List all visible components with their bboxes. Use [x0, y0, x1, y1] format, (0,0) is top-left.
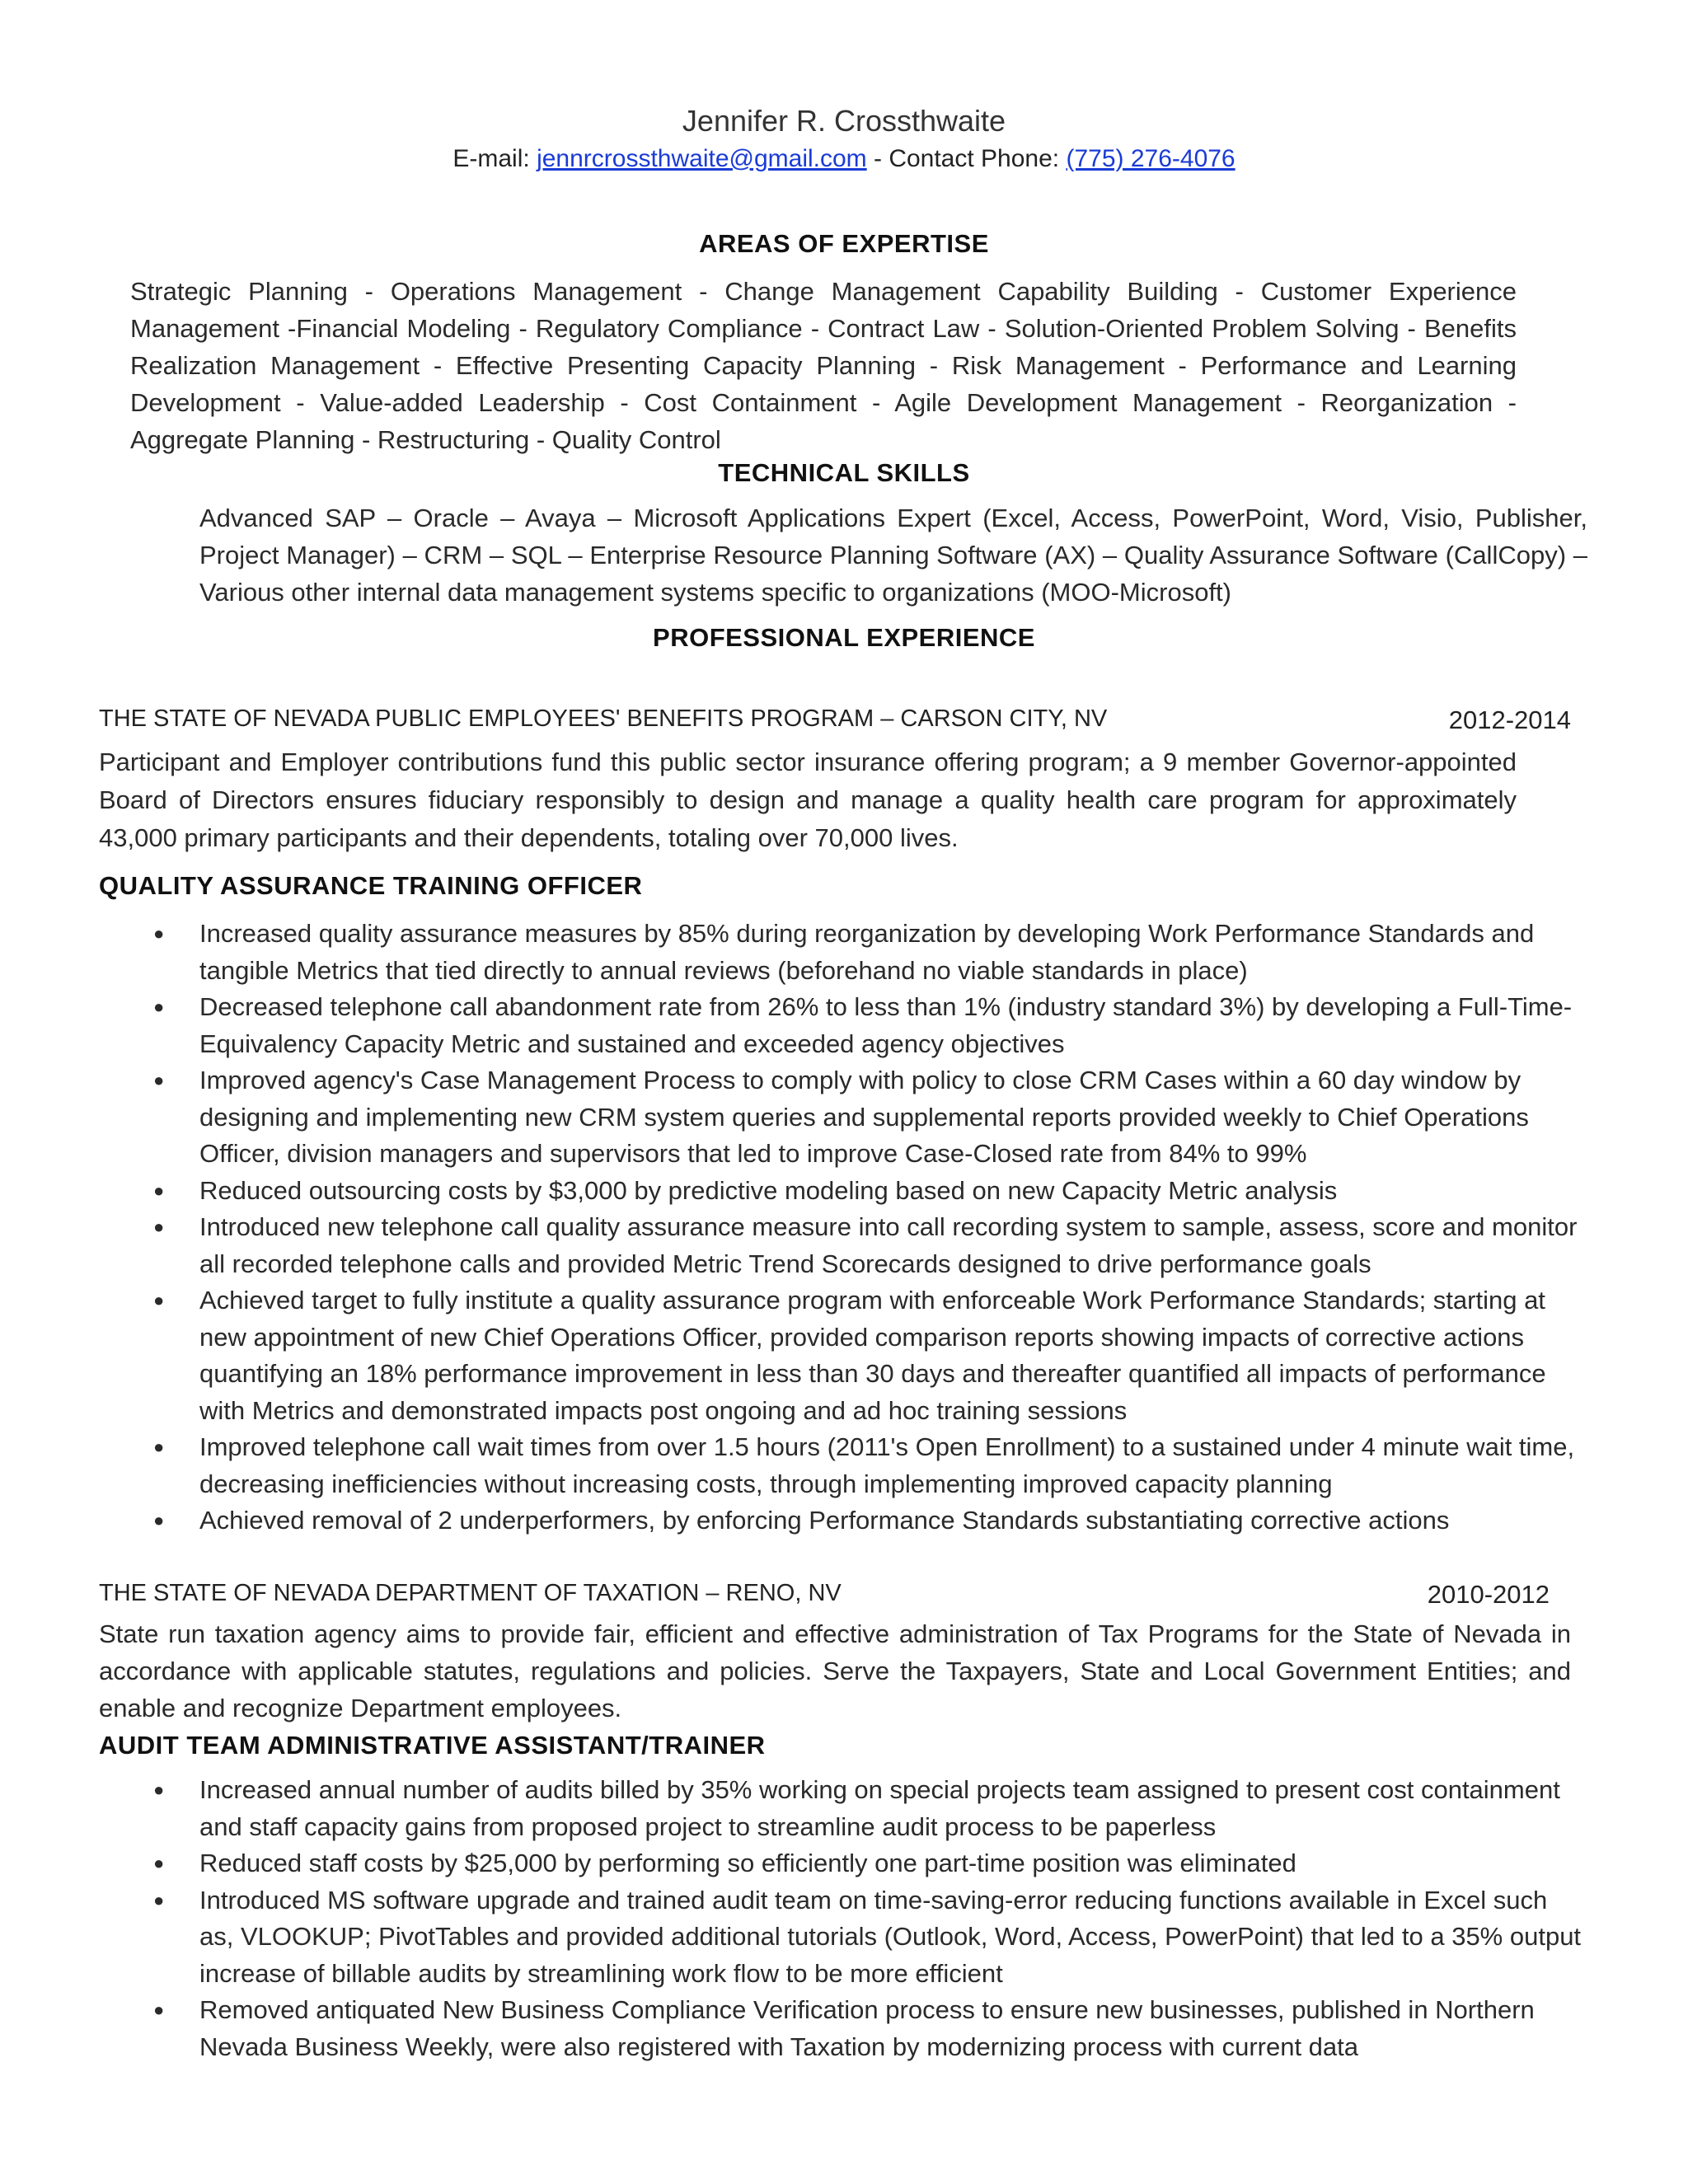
phone-label: - Contact Phone: — [866, 145, 1067, 172]
candidate-name: Jennifer R. Crossthwaite — [682, 104, 1006, 138]
technical-skills-text: Advanced SAP – Oracle – Avaya – Microsoft Applications Expert (Excel, Access, PowerPoint, Word, Visio, Publisher, Project Manager) – CRM – SQL – Enterprise Resource Planning Software (AX) – Quality Assurance Software (CallCopy) – Various other internal data management systems specific to organizations (MOO-Microsoft) — [199, 504, 1587, 607]
job-header-peb — [99, 705, 1571, 735]
bullet-dot-icon: ● — [153, 1290, 165, 1310]
job-organization: THE STATE OF NEVADA DEPARTMENT OF TAXATION – RENO, NV — [99, 1580, 842, 1606]
list-item: ● Reduced outsourcing costs by $3,000 by predictive modeling based on new Capacity Metric analysis — [99, 1173, 1582, 1210]
job-description: State run taxation agency aims to provide fair, efficient and effective administration of Tax Programs for the State of Nevada in accordance with applicable statutes, regulations and policies. Serve the Taxpayers, State and Local Government Entities; and enable and recognize Department employees. — [99, 1619, 1571, 1722]
list-item: ● Decreased telephone call abandonment rate from 26% to less than 1% (industry standard 3%) by developing a Full-Time-Equivalency Capacity Metric and sustained and exceeded agency objectives — [99, 989, 1582, 1062]
bullet-dot-icon: ● — [153, 1070, 165, 1090]
contact-line — [0, 145, 1688, 173]
job-achievements-list — [99, 1772, 1582, 2065]
job-description: Participant and Employer contributions fund this public sector insurance offering program; a 9 member Governor-appointed Board of Directors ensures fiduciary responsibly to design and manage a quality health care program for approximately 43,000 primary participants and their dependents, totaling over 70,000 lives. — [99, 748, 1517, 852]
list-item: ● Achieved target to fully institute a quality assurance program with enforceable Work Performance Standards; starting at new appointment of new Chief Operations Officer, provided comparison reports showing impacts of corrective actions quantifying an 18% performance improvement in less than 30 days and thereafter quantified all impacts of performance with Metrics and demonstrated impacts post ongoing and ad hoc training sessions — [99, 1282, 1582, 1429]
list-item: ● Increased quality assurance measures by 85% during reorganization by developing Work Performance Standards and tangible Metrics that tied directly to annual reviews (beforehand no viable standards in place) — [99, 916, 1582, 989]
technical-skills-heading: TECHNICAL SKILLS — [718, 458, 970, 487]
expertise-text: Strategic Planning - Operations Management - Change Management Capability Building - Customer Experience Management -Financial Modeling - Regulatory Compliance - Contract Law - Solution-Oriented Problem Solving - Benefits Realization Management - Effective Presenting Capacity Planning - Risk Management - Performance and Learning Development - Value-added Leadership - Cost Containment - Agile Development Management - Reorganization - Aggregate Planning - Restructuring - Quality Control — [130, 277, 1517, 454]
email-label: E-mail: — [452, 145, 537, 172]
job-achievements-list — [99, 916, 1582, 1540]
bullet-dot-icon: ● — [153, 1999, 165, 2020]
experience-heading: PROFESSIONAL EXPERIENCE — [653, 623, 1035, 652]
bullet-dot-icon: ● — [153, 1779, 165, 1800]
list-item: ● Improved agency's Case Management Process to comply with policy to close CRM Cases within a 60 day window by designing and implementing new CRM system queries and supplemental reports provided weekly to Chief Operations Officer, division managers and supervisors that led to improve Case-Closed rate from 84% to 99% — [99, 1062, 1582, 1173]
bullet-dot-icon: ● — [153, 923, 165, 944]
bullet-dot-icon: ● — [153, 1179, 165, 1201]
bullet-dot-icon: ● — [153, 996, 165, 1017]
job-years: 2012-2014 — [1448, 705, 1571, 734]
email-link[interactable]: jennrcrossthwaite@gmail.com — [537, 145, 867, 172]
job-role-title: AUDIT TEAM ADMINISTRATIVE ASSISTANT/TRAINER — [99, 1731, 766, 1760]
list-item: ● Achieved removal of 2 underperformers, by enforcing Performance Standards substantiating corrective actions — [99, 1502, 1582, 1540]
job-header-taxation — [99, 1580, 1550, 1610]
bullet-dot-icon: ● — [153, 1853, 165, 1873]
bullet-dot-icon: ● — [153, 1889, 165, 1910]
bullet-dot-icon: ● — [153, 1510, 165, 1530]
job-years: 2010-2012 — [1427, 1580, 1550, 1609]
list-item: ● Reduced staff costs by $25,000 by performing so efficiently one part-time position was eliminated — [99, 1845, 1582, 1882]
list-item: ● Improved telephone call wait times from over 1.5 hours (2011's Open Enrollment) to a sustained under 4 minute wait time, decreasing inefficiencies without increasing costs, through implementing improved capacity planning — [99, 1429, 1582, 1502]
phone-link[interactable]: (775) 276-4076 — [1066, 145, 1236, 172]
list-item: ● Removed antiquated New Business Compliance Verification process to ensure new businesses, published in Northern Nevada Business Weekly, were also registered with Taxation by modernizing process with current data — [99, 1992, 1582, 2065]
job-organization: THE STATE OF NEVADA PUBLIC EMPLOYEES' BENEFITS PROGRAM – CARSON CITY, NV — [99, 705, 1108, 732]
job-role-title: QUALITY ASSURANCE TRAINING OFFICER — [99, 871, 643, 900]
bullet-dot-icon: ● — [153, 1216, 165, 1237]
list-item: ● Increased annual number of audits billed by 35% working on special projects team assigned to present cost containment and staff capacity gains from proposed project to streamline audit process to be paperless — [99, 1772, 1582, 1845]
expertise-heading: AREAS OF EXPERTISE — [699, 229, 989, 258]
list-item: ● Introduced MS software upgrade and trained audit team on time-saving-error reducing functions available in Excel such as, VLOOKUP; PivotTables and provided additional tutorials (Outlook, Word, Access, PowerPoint) that led to a 35% output increase of billable audits by streamlining work flow to be more efficient — [99, 1882, 1582, 1993]
list-item: ● Introduced new telephone call quality assurance measure into call recording system to sample, assess, score and monitor all recorded telephone calls and provided Metric Trend Scorecards designed to drive performance goals — [99, 1209, 1582, 1282]
bullet-dot-icon: ● — [153, 1436, 165, 1457]
